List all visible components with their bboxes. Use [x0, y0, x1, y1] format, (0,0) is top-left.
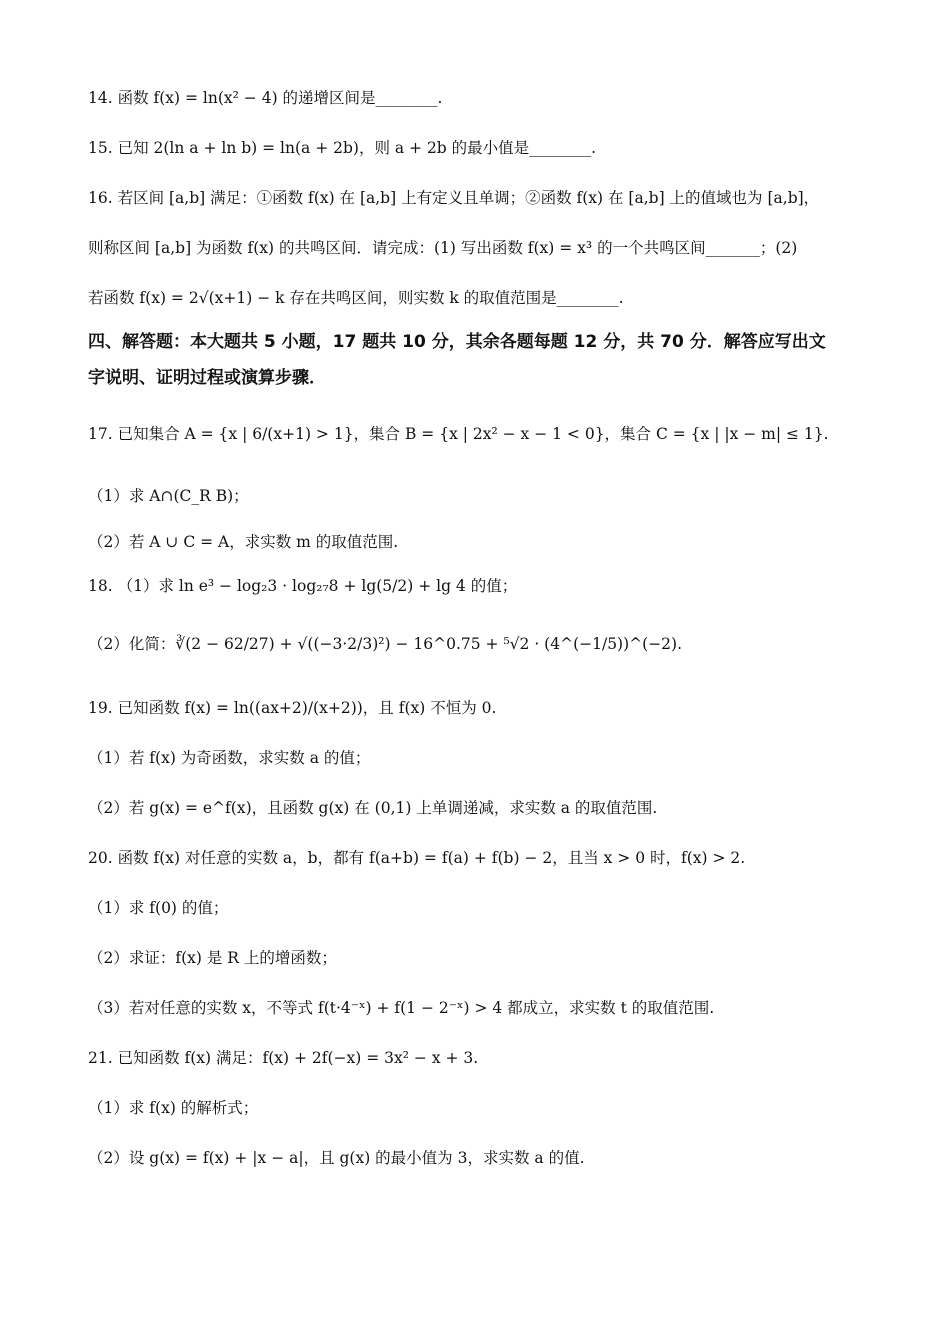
problem-18-part-2: （2）化简：∛(2 − 62/27) + √((−3·2/3)²) − 16^0.75 + ⁵√2 · (4^(−1/5))^(−2). [88, 635, 683, 653]
section-title-line-2: 字说明、证明过程或演算步骤． [88, 368, 326, 388]
problem-20: 20. 函数 f(x) 对任意的实数 a，b，都有 f(a+b) = f(a) + f(b) − 2，且当 x > 0 时，f(x) > 2. [88, 849, 746, 867]
problem-20-part-2: （2）求证：f(x) 是 R 上的增函数； [88, 949, 337, 967]
problem-20-part-3: （3）若对任意的实数 x，不等式 f(t·4⁻ˣ) + f(1 − 2⁻ˣ) > 4 都成立，求实数 t 的取值范围. [88, 999, 715, 1017]
problem-21-part-1: （1）求 f(x) 的解析式； [88, 1099, 259, 1117]
problem-18-part-1: 18. （1）求 ln e³ − log₂3 · log₂₇8 + lg(5/2) + lg 4 的值； [88, 577, 518, 595]
problem-21-part-2: （2）设 g(x) = f(x) + |x − a|，且 g(x) 的最小值为 3，求实数 a 的值. [88, 1149, 585, 1167]
problem-17-part-1: （1）求 A∩(C_R B)； [88, 487, 249, 505]
problem-14: 14. 函数 f(x) = ln(x² − 4) 的递增区间是________. [88, 89, 443, 107]
section-title-line-1: 四、解答题：本大题共 5 小题，17 题共 10 分，其余各题每题 12 分，共 70 分．解答应写出文 [88, 332, 826, 352]
problem-17-part-2: （2）若 A ∪ C = A，求实数 m 的取值范围. [88, 533, 399, 551]
problem-16-line-2: 则称区间 [a,b] 为函数 f(x) 的共鸣区间．请完成：(1) 写出函数 f(x) = x³ 的一个共鸣区间_______；(2) [88, 239, 798, 257]
problem-16-line-3: 若函数 f(x) = 2√(x+1) − k 存在共鸣区间，则实数 k 的取值范围是________. [88, 289, 624, 307]
problem-17: 17. 已知集合 A = {x | 6/(x+1) > 1}，集合 B = {x | 2x² − x − 1 < 0}，集合 C = {x | |x − m| ≤ 1}. [88, 425, 829, 443]
problem-15: 15. 已知 2(ln a + ln b) = ln(a + 2b)，则 a + 2b 的最小值是________. [88, 139, 597, 157]
problem-20-part-1: （1）求 f(0) 的值； [88, 899, 229, 917]
problem-19: 19. 已知函数 f(x) = ln((ax+2)/(x+2))，且 f(x) 不恒为 0. [88, 699, 497, 717]
problem-19-part-1: （1）若 f(x) 为奇函数，求实数 a 的值； [88, 749, 371, 767]
problem-21: 21. 已知函数 f(x) 满足：f(x) + 2f(−x) = 3x² − x + 3. [88, 1049, 479, 1067]
problem-19-part-2: （2）若 g(x) = e^f(x)，且函数 g(x) 在 (0,1) 上单调递减，求实数 a 的取值范围. [88, 799, 658, 817]
problem-16-line-1: 16. 若区间 [a,b] 满足：①函数 f(x) 在 [a,b] 上有定义且单调；②函数 f(x) 在 [a,b] 上的值域也为 [a,b]， [88, 189, 820, 207]
